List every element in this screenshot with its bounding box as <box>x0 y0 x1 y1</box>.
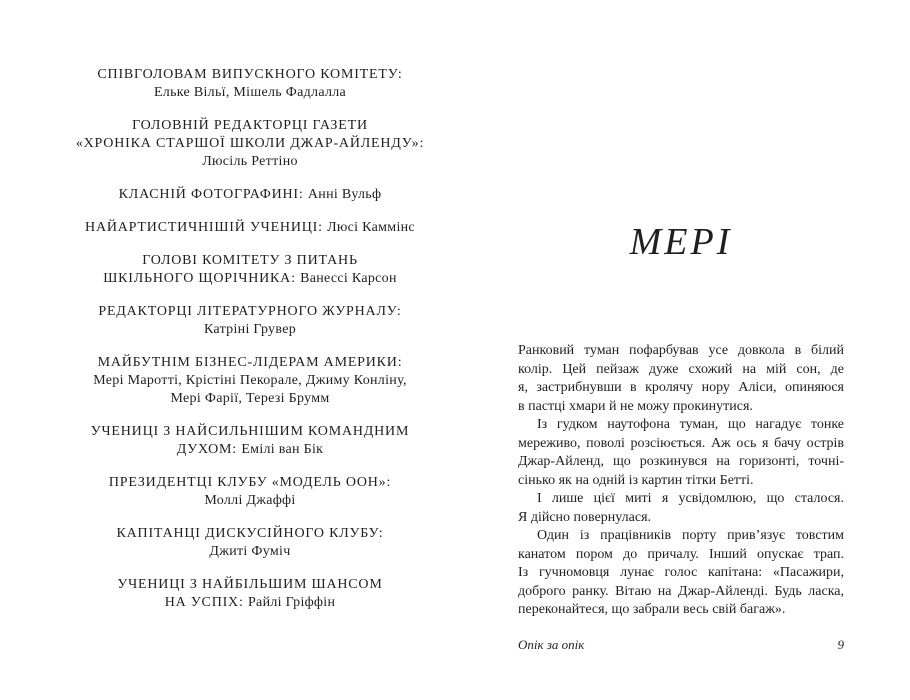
body-line: в пастці хмари й не можу прокинутися. <box>518 398 753 414</box>
dedication-line <box>52 219 448 237</box>
dedication-line <box>52 303 448 321</box>
dedication-names: Моллі Джаффі <box>204 493 296 508</box>
dedication-line <box>52 270 448 288</box>
dedication-line <box>52 153 448 171</box>
dedication-section <box>52 474 448 510</box>
dedication-line <box>52 423 448 441</box>
dedication-line <box>52 576 448 594</box>
body-paragraph <box>518 416 844 490</box>
body-paragraph <box>518 490 844 527</box>
left-page-dedications <box>52 66 448 627</box>
dedication-line <box>52 117 448 135</box>
dedication-line <box>52 252 448 270</box>
chapter-title: МЕРІ <box>629 221 733 263</box>
dedication-role: ШКІЛЬНОГО ЩОРІЧНИКА: <box>103 271 301 286</box>
page-number: 9 <box>837 637 844 652</box>
dedication-section <box>52 354 448 408</box>
body-line: мереживо, поволі розсіюється. Аж ось я бачу острів <box>518 435 844 451</box>
body-line: Ранковий туман пофарбував усе довкола в білий <box>518 343 844 358</box>
dedication-section <box>52 303 448 339</box>
body-line: колір. Цей пейзаж дуже схожий на мій сон, де <box>518 361 844 377</box>
body-line: Я дійсно повернулася. <box>518 509 652 525</box>
dedication-section <box>52 66 448 102</box>
body-paragraph <box>518 527 844 620</box>
body-line: Один із працівників порту прив’язує товстим <box>537 528 844 543</box>
dedication-role: ДУХОМ: <box>176 442 242 457</box>
dedication-line <box>52 186 448 204</box>
dedication-line <box>52 354 448 372</box>
dedication-names: Райлі Гріффін <box>247 595 336 610</box>
dedication-line <box>52 84 448 102</box>
body-line: сінько як на одній із картин тітки Бетті. <box>518 472 754 488</box>
dedication-names: Люсі Каммінс <box>327 220 415 235</box>
dedication-section <box>52 423 448 459</box>
dedication-role: ПРЕЗИДЕНТЦІ КЛУБУ «МОДЕЛЬ ООН»: <box>108 475 392 490</box>
dedication-section <box>52 525 448 561</box>
body-line: І лише цієї миті я усвідомлюю, що сталося. <box>537 491 844 506</box>
body-line: Із гудком наутофона туман, що нагадує тонке <box>537 417 844 432</box>
dedication-role: НА УСПІХ: <box>164 595 248 610</box>
dedication-role: УЧЕНИЦІ З НАЙБІЛЬШИМ ШАНСОМ <box>117 577 383 592</box>
dedication-line <box>52 135 448 153</box>
dedication-names: Ельке Вільї, Мішель Фадлалла <box>153 85 347 100</box>
dedication-role: ГОЛОВІ КОМІТЕТУ З ПИТАНЬ <box>142 253 358 268</box>
dedication-names: Анні Вульф <box>307 187 382 202</box>
dedication-line <box>52 372 448 390</box>
dedication-line <box>52 492 448 510</box>
dedication-names: Ванессі Карсон <box>300 271 397 286</box>
dedication-names: Мері Маротті, Крістіні Пекорале, Джиму Конліну, <box>93 373 407 388</box>
dedication-line <box>52 390 448 408</box>
dedication-role: ГОЛОВНІЙ РЕДАКТОРЦІ ГАЗЕТИ <box>132 118 368 133</box>
dedication-line <box>52 525 448 543</box>
dedication-section <box>52 576 448 612</box>
body-paragraph <box>518 342 844 416</box>
dedication-section <box>52 219 448 237</box>
dedication-line <box>52 321 448 339</box>
dedication-section <box>52 186 448 204</box>
dedication-role: НАЙАРТИСТИЧНІШІЙ УЧЕНИЦІ: <box>85 220 328 235</box>
dedication-role: КАПІТАНЦІ ДИСКУСІЙНОГО КЛУБУ: <box>116 526 384 541</box>
running-title: Опік за опік <box>518 637 585 652</box>
dedication-line <box>52 474 448 492</box>
body-line: Джар-Айленд, що розкинувся на горизонті, точні- <box>518 454 844 469</box>
dedication-role: РЕДАКТОРЦІ ЛІТЕРАТУРНОГО ЖУРНАЛУ: <box>98 304 402 319</box>
chapter-body <box>518 342 844 620</box>
dedication-line <box>52 594 448 612</box>
body-line: канатом пором до причалу. Інший опускає трап. <box>518 546 844 562</box>
dedication-line <box>52 441 448 459</box>
dedication-role: КЛАСНІЙ ФОТОГРАФИНІ: <box>118 187 308 202</box>
dedication-section <box>52 252 448 288</box>
dedication-names: Емілі ван Бік <box>241 442 324 457</box>
dedication-role: УЧЕНИЦІ З НАЙСИЛЬНІШИМ КОМАНДНИМ <box>90 424 410 439</box>
page-footer <box>518 637 844 653</box>
body-line: я, застрибнувши в кролячу нору Аліси, опиняюся <box>518 380 844 395</box>
dedication-names: Катріні Грувер <box>203 322 297 337</box>
dedication-section <box>52 117 448 171</box>
dedication-role: СПІВГОЛОВАМ ВИПУСКНОГО КОМІТЕТУ: <box>97 67 403 82</box>
body-line: Із гучномовця лунає голос капітана: «Пасажири, <box>518 565 844 580</box>
dedication-names: Люсіль Реттіно <box>202 154 298 169</box>
dedication-role: «ХРОНІКА СТАРШОЇ ШКОЛИ ДЖАР-АЙЛЕНДУ»: <box>75 136 425 151</box>
dedication-names: Мері Фарії, Терезі Брумм <box>170 391 330 406</box>
dedication-names: Джиті Фуміч <box>209 544 291 559</box>
dedication-role: МАЙБУТНІМ БІЗНЕС-ЛІДЕРАМ АМЕРИКИ: <box>97 355 403 370</box>
dedication-line <box>52 543 448 561</box>
dedication-line <box>52 66 448 84</box>
body-line: переконайтеся, що забрали весь свій багаж». <box>518 602 786 617</box>
body-line: доброго ранку. Вітаю на Джар-Айленді. Будь ласка, <box>518 583 844 599</box>
